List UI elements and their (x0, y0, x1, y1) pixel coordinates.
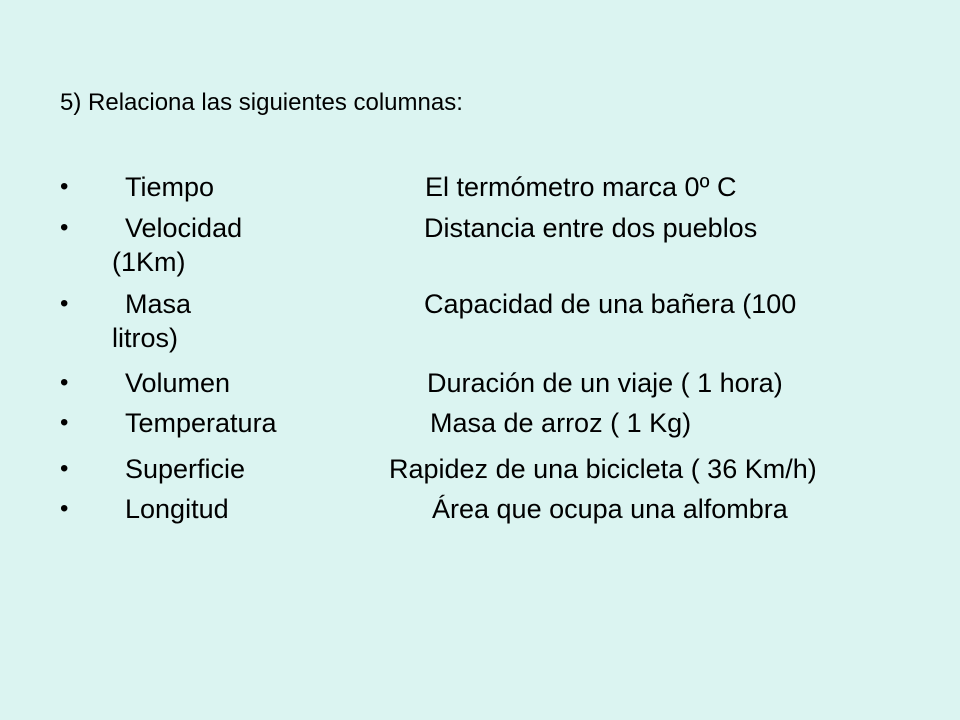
list-item-example: Distancia entre dos pueblos (424, 213, 758, 243)
list-item-example: Duración de un viaje ( 1 hora) (427, 368, 783, 398)
list-item-term: Volumen (125, 368, 231, 398)
bullet: • (60, 173, 69, 200)
list-item-example-continued: litros) (112, 323, 178, 353)
list-item-term: Masa (125, 289, 192, 319)
list-item-term: Temperatura (125, 408, 277, 438)
list-item-term: Velocidad (125, 213, 243, 243)
slide-heading: 5) Relaciona las siguientes columnas: (60, 89, 463, 116)
list-item-example: El termómetro marca 0º C (425, 172, 737, 202)
list-item-example: Capacidad de una bañera (100 (424, 289, 797, 319)
list-item-term: Superficie (125, 454, 246, 484)
bullet: • (60, 455, 69, 482)
bullet: • (60, 409, 69, 436)
list-item-term: Longitud (125, 494, 229, 524)
list-item-example: Área que ocupa una alfombra (432, 494, 788, 524)
bullet: • (60, 495, 69, 522)
bullet: • (60, 214, 69, 241)
list-item-example-continued: (1Km) (112, 247, 186, 277)
list-item-example: Masa de arroz ( 1 Kg) (430, 408, 692, 438)
list-item-term: Tiempo (125, 172, 215, 202)
bullet: • (60, 369, 69, 396)
bullet: • (60, 290, 69, 317)
list-item-example: Rapidez de una bicicleta ( 36 Km/h) (389, 454, 817, 484)
